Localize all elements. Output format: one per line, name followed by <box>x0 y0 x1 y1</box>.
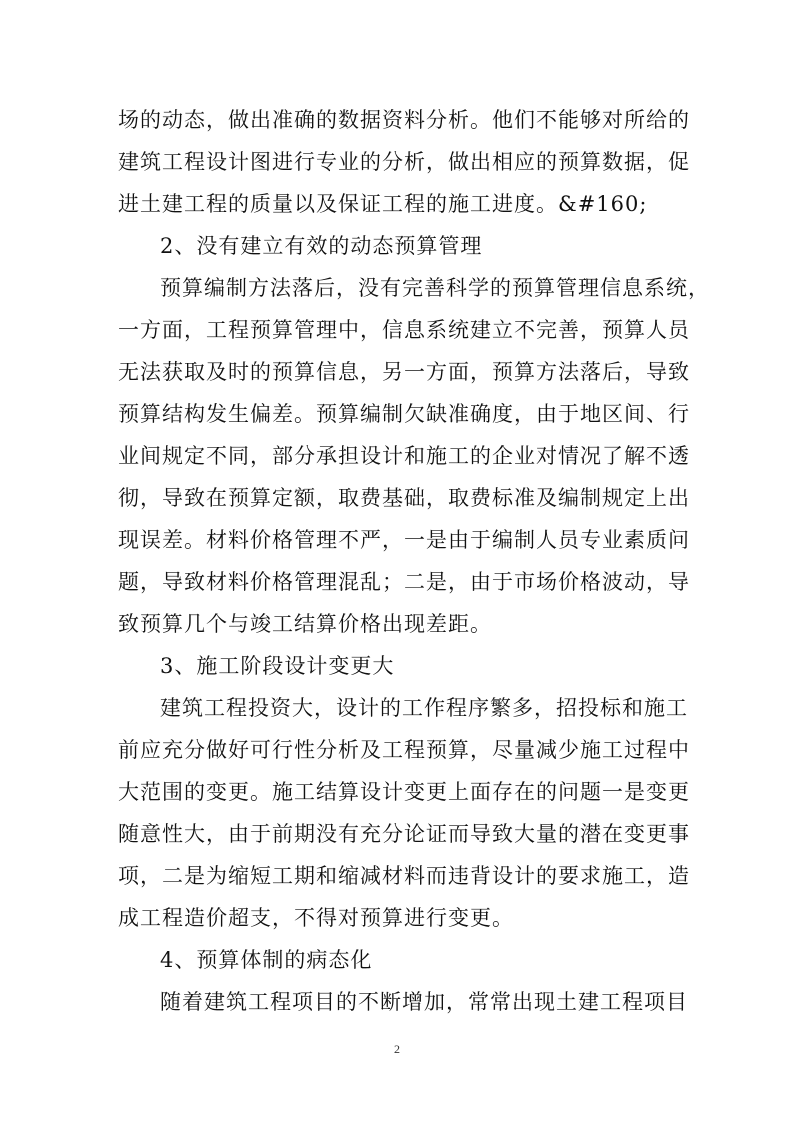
paragraph-line: 随着建筑工程项目的不断增加，常常出现土建工程项目 <box>160 990 688 1014</box>
page-number: 2 <box>394 1042 400 1056</box>
paragraph-line: 彻，导致在预算定额，取费基础，取费标准及编制规定上出 <box>118 486 690 510</box>
paragraph-line: 现误差。材料价格管理不严，一是由于编制人员专业素质问 <box>118 528 690 552</box>
paragraph-line: 题，导致材料价格管理混乱；二是，由于市场价格波动，导 <box>118 570 690 594</box>
paragraph-line: 前应充分做好可行性分析及工程预算，尽量减少施工过程中 <box>118 738 690 762</box>
paragraph-line: 致预算几个与竣工结算价格出现差距。 <box>118 612 492 636</box>
paragraph-line: 预算编制方法落后，没有完善科学的预算管理信息系统， <box>160 276 710 300</box>
paragraph-line: 大范围的变更。施工结算设计变更上面存在的问题一是变更 <box>118 780 690 804</box>
section-heading: 4、预算体制的病态化 <box>160 948 373 972</box>
paragraph-line: 建筑工程设计图进行专业的分析，做出相应的预算数据，促 <box>118 150 690 174</box>
paragraph-line: 建筑工程投资大，设计的工作程序繁多，招投标和施工 <box>160 696 688 720</box>
section-heading: 2、没有建立有效的动态预算管理 <box>160 234 483 258</box>
paragraph-line: 项，二是为缩短工期和缩减材料而违背设计的要求施工，造 <box>118 864 690 888</box>
paragraph-line: 业间规定不同，部分承担设计和施工的企业对情况了解不透 <box>118 444 690 468</box>
paragraph-line: 场的动态，做出准确的数据资料分析。他们不能够对所给的 <box>118 108 690 132</box>
paragraph-line: 无法获取及时的预算信息，另一方面，预算方法落后，导致 <box>118 360 690 384</box>
paragraph-line: 随意性大，由于前期没有充分论证而导致大量的潜在变更事 <box>118 822 690 846</box>
paragraph-line: 成工程造价超支，不得对预算进行变更。 <box>118 906 514 930</box>
section-heading: 3、施工阶段设计变更大 <box>160 654 395 678</box>
paragraph-line: 一方面，工程预算管理中，信息系统建立不完善，预算人员 <box>118 318 690 342</box>
paragraph-line: 预算结构发生偏差。预算编制欠缺准确度，由于地区间、行 <box>118 402 690 426</box>
paragraph-line: 进土建工程的质量以及保证工程的施工进度。&#160; <box>118 192 648 216</box>
